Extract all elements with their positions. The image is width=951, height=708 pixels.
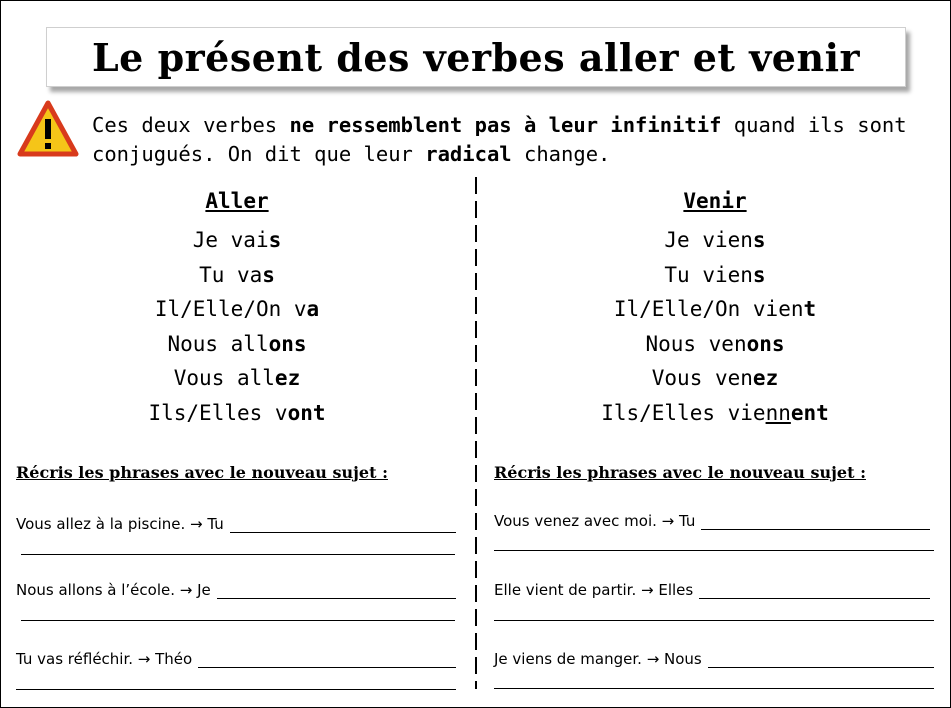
conjugation-row: Nous allons bbox=[167, 331, 307, 356]
answer-line[interactable] bbox=[494, 688, 934, 689]
intro-text: Ces deux verbes ne ressemblent pas à leur infinitif quand ils sont conjugués. On dit que leur radical change. bbox=[92, 113, 907, 166]
title-box bbox=[46, 27, 906, 87]
venir-heading: Venir bbox=[683, 189, 747, 213]
conjugation-row: Tu vas bbox=[199, 262, 275, 287]
page-title: Le présent des verbes aller et venir bbox=[91, 34, 861, 80]
exercise-sentence: Tu vas réfléchir. → Théo bbox=[16, 650, 456, 668]
answer-blank[interactable] bbox=[217, 584, 456, 599]
column-divider bbox=[475, 177, 477, 689]
conjugation-row: Il/Elle/On va bbox=[154, 297, 320, 321]
answer-line[interactable] bbox=[21, 620, 455, 621]
aller-heading: Aller bbox=[205, 189, 269, 213]
answer-line[interactable] bbox=[21, 554, 455, 555]
answer-line[interactable] bbox=[494, 620, 934, 621]
conjugation-row: Ils/Elles vont bbox=[148, 400, 326, 425]
conjugation-row: Vous allez bbox=[173, 366, 301, 390]
exercise-sentence: Je viens de manger. → Nous bbox=[494, 650, 934, 668]
answer-blank[interactable] bbox=[230, 518, 456, 533]
answer-blank[interactable] bbox=[708, 653, 934, 668]
answer-blank[interactable] bbox=[699, 584, 930, 599]
answer-blank[interactable] bbox=[198, 653, 456, 668]
exercise-heading-right: Récris les phrases avec le nouveau sujet : bbox=[494, 463, 866, 482]
exercise-sentence: Nous allons à l’école. → Je bbox=[16, 581, 456, 599]
conjugation-row: Tu viens bbox=[664, 262, 766, 287]
exercise-sentence: Vous allez à la piscine. → Tu bbox=[16, 515, 456, 533]
exercise-heading-left: Récris les phrases avec le nouveau sujet : bbox=[16, 463, 388, 482]
conjugation-row: Vous venez bbox=[651, 366, 779, 390]
conjugation-row: Ils/Elles viennent bbox=[601, 400, 829, 425]
exercise-sentence: Vous venez avec moi. → Tu bbox=[494, 512, 930, 530]
aller-conjugation bbox=[17, 187, 457, 430]
answer-line[interactable] bbox=[16, 689, 456, 690]
answer-line[interactable] bbox=[494, 550, 934, 551]
conjugation-row: Il/Elle/On vient bbox=[613, 297, 817, 321]
warning-icon bbox=[17, 99, 79, 159]
answer-blank[interactable] bbox=[701, 515, 930, 530]
exercise-sentence: Elle vient de partir. → Elles bbox=[494, 581, 930, 599]
venir-conjugation bbox=[495, 187, 935, 430]
conjugation-row: Je viens bbox=[664, 228, 766, 252]
conjugation-row: Nous venons bbox=[645, 331, 785, 356]
conjugation-row: Je vais bbox=[192, 228, 282, 252]
